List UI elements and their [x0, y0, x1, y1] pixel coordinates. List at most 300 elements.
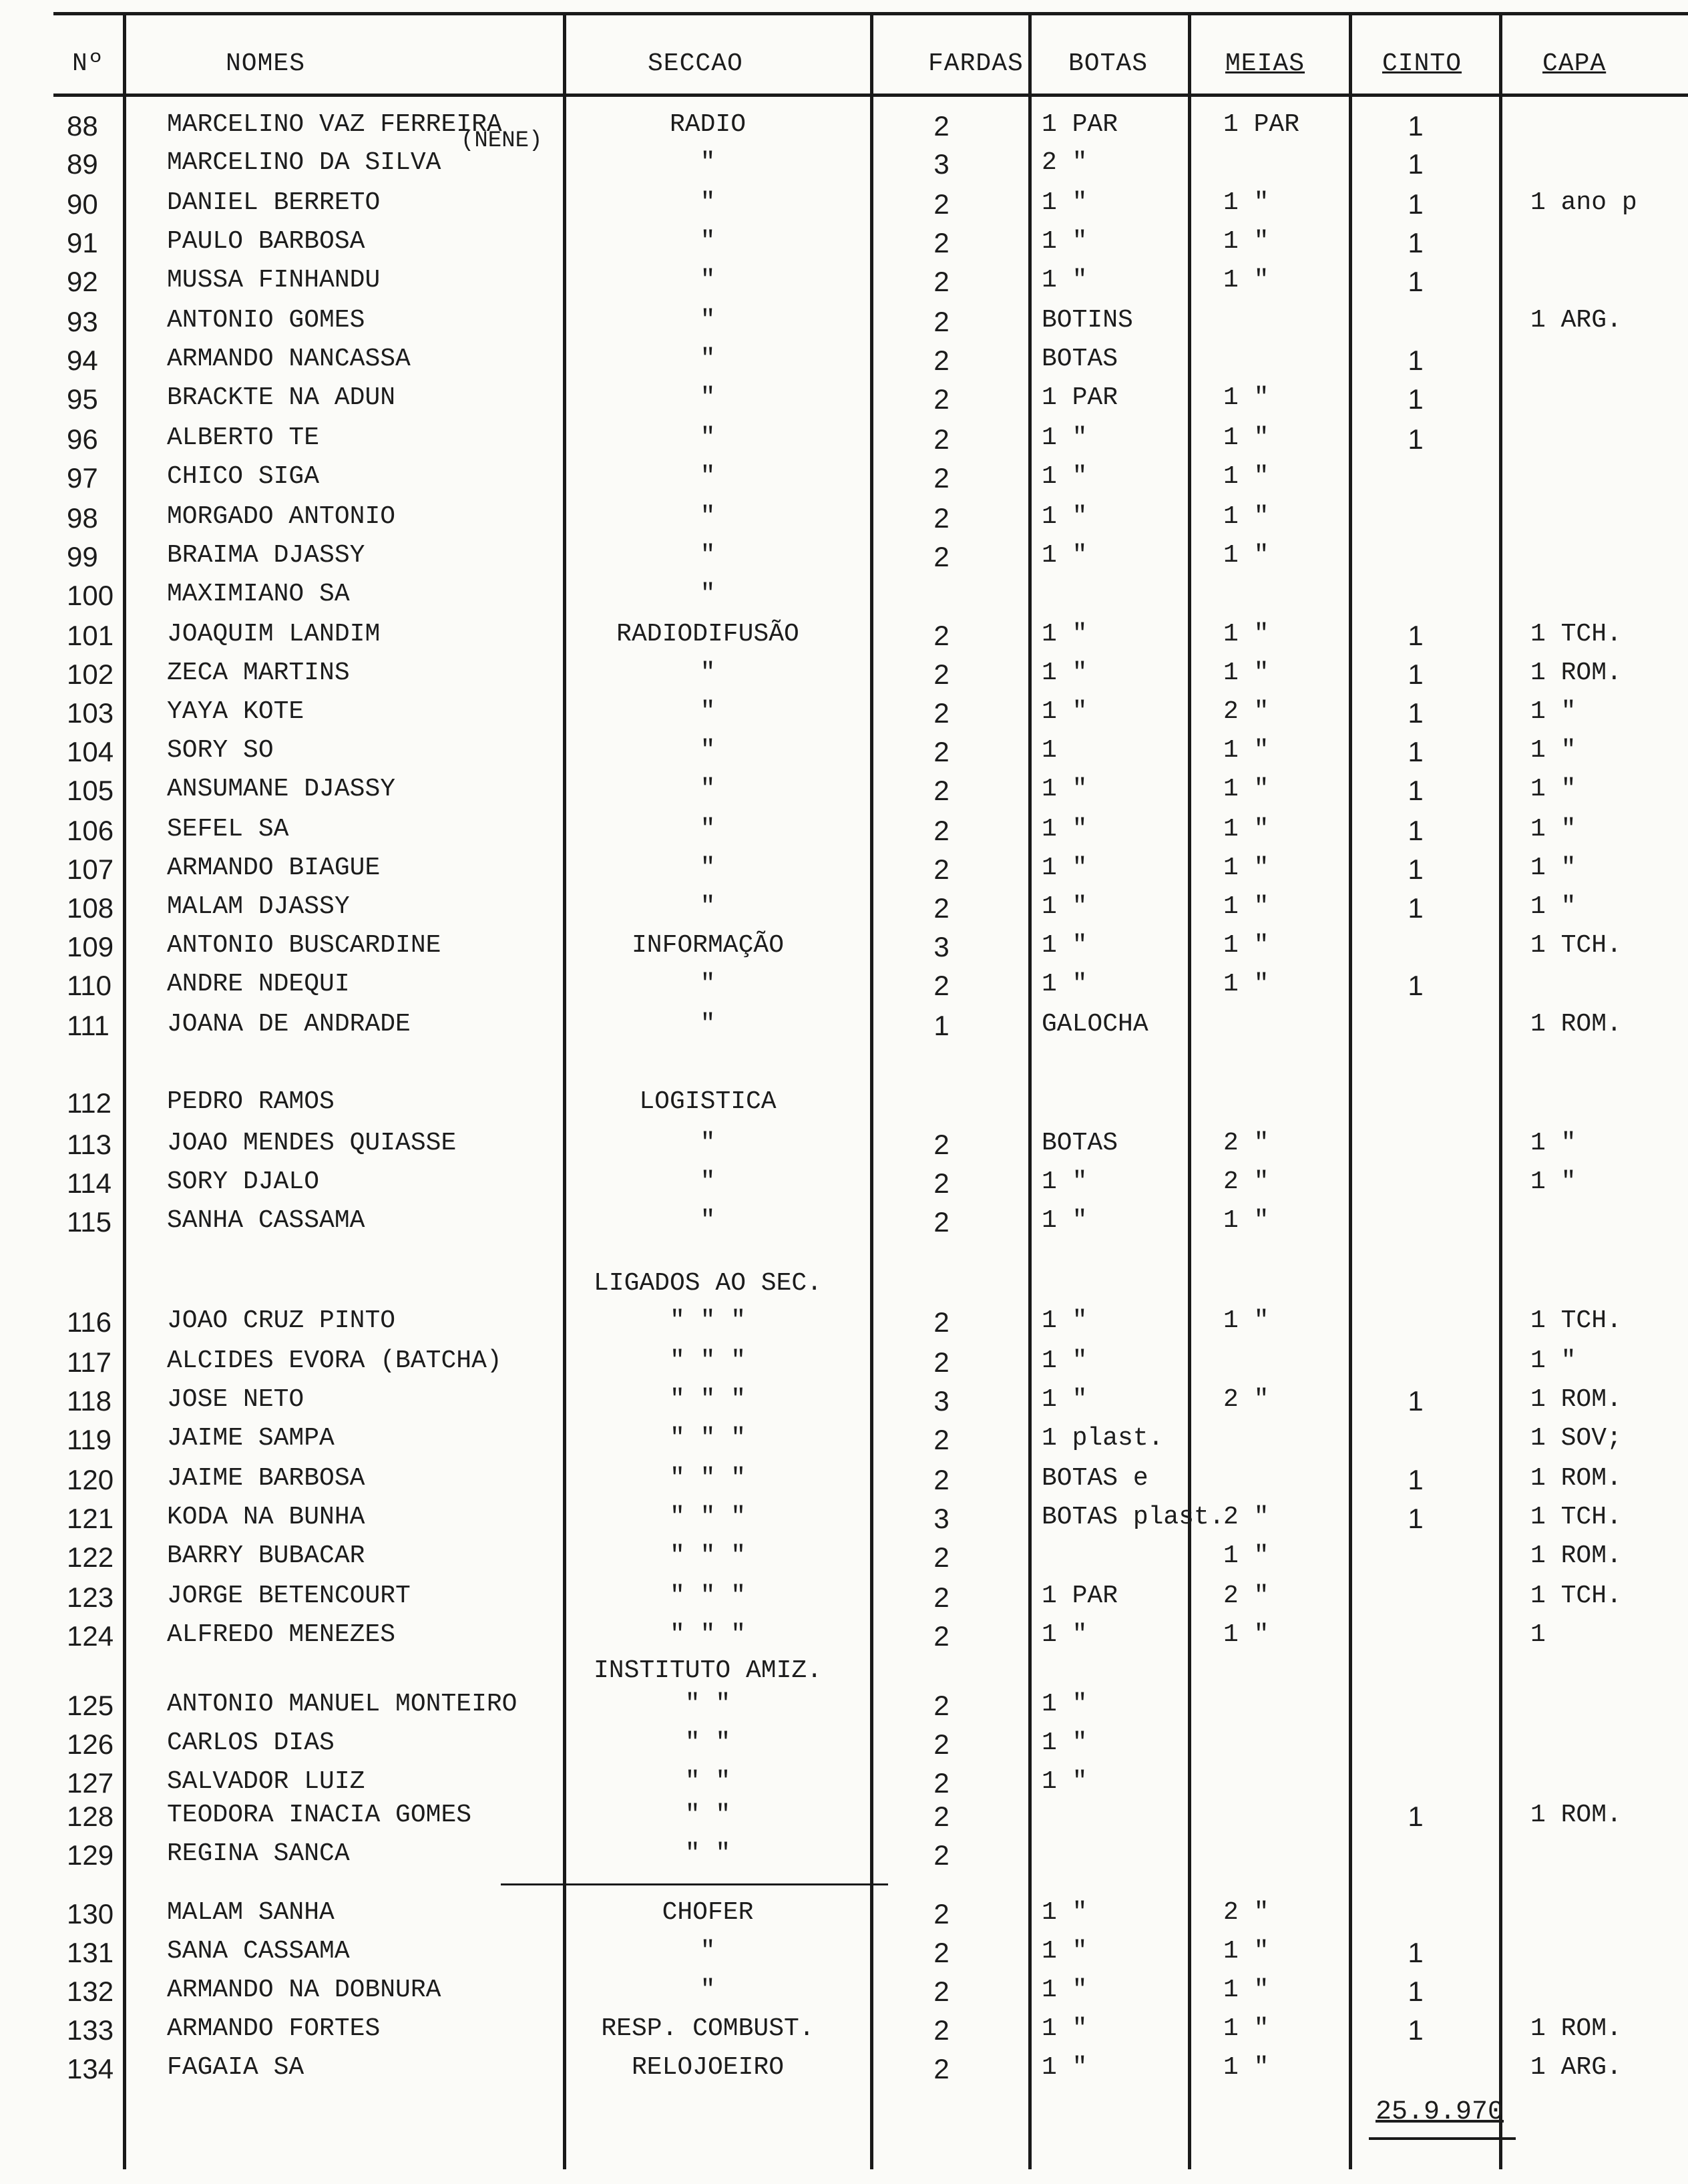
- table-row: [0, 1269, 1688, 1306]
- row-fardas: 2: [933, 1728, 950, 1760]
- row-fardas: 2: [933, 1582, 950, 1613]
- row-fardas: 2: [933, 1839, 950, 1871]
- row-number: 131: [67, 1937, 114, 1968]
- row-seccao: ": [700, 736, 716, 765]
- row-botas: 2 ": [1042, 148, 1088, 177]
- table-row: [0, 697, 1688, 735]
- row-seccao: " " ": [669, 1620, 747, 1649]
- row-capa: 1 ROM.: [1530, 1464, 1622, 1493]
- row-cinto: 1: [1408, 970, 1424, 1001]
- row-name: ANDRE NDEQUI: [167, 970, 350, 998]
- row-botas: 1 ": [1042, 1690, 1088, 1718]
- row-number: 107: [67, 854, 114, 885]
- table-row: [0, 1306, 1688, 1344]
- row-fardas: 2: [933, 1346, 950, 1378]
- row-capa: 1 ARG.: [1530, 306, 1622, 335]
- row-meias: 1 ": [1223, 620, 1269, 649]
- row-fardas: 2: [933, 659, 950, 690]
- row-fardas: 2: [933, 1306, 950, 1338]
- row-meias: 1 ": [1223, 892, 1269, 921]
- table-row: [0, 1690, 1688, 1727]
- header-nomes: NOMES: [226, 49, 306, 78]
- row-number: 128: [67, 1801, 114, 1832]
- header-meias: MEIAS: [1225, 49, 1305, 78]
- row-cinto: 1: [1408, 1503, 1424, 1534]
- row-fardas: 2: [933, 423, 950, 455]
- row-cinto: 1: [1408, 1464, 1424, 1495]
- row-fardas: 2: [933, 1898, 950, 1930]
- row-botas: 1 ": [1042, 1346, 1088, 1375]
- row-seccao: " " ": [669, 1464, 747, 1493]
- row-name: MALAM DJASSY: [167, 892, 350, 921]
- row-fardas: 2: [933, 775, 950, 806]
- table-row: [0, 1503, 1688, 1540]
- table-row: [0, 736, 1688, 773]
- row-capa: 1 ": [1530, 815, 1576, 844]
- row-seccao: ": [700, 1937, 716, 1966]
- row-name: BRACKTE NA ADUN: [167, 383, 396, 412]
- row-fardas: 2: [933, 1129, 950, 1160]
- row-seccao: ": [700, 502, 716, 531]
- row-number: 121: [67, 1503, 114, 1534]
- row-number: 111: [67, 1010, 110, 1041]
- row-name: FAGAIA SA: [167, 2053, 304, 2082]
- row-seccao: ": [700, 892, 716, 921]
- row-seccao: ": [700, 306, 716, 335]
- row-botas: 1 ": [1042, 2014, 1088, 2043]
- row-meias: 1 ": [1223, 931, 1269, 960]
- row-botas: 1 ": [1042, 892, 1088, 921]
- table-row: [0, 462, 1688, 500]
- row-capa: 1 ROM.: [1530, 1541, 1622, 1570]
- row-fardas: 2: [933, 227, 950, 258]
- row-capa: 1 TCH.: [1530, 1582, 1622, 1610]
- row-cinto: 1: [1408, 110, 1424, 142]
- row-botas: 1 ": [1042, 775, 1088, 803]
- row-fardas: 2: [933, 306, 950, 337]
- row-seccao: ": [700, 1010, 716, 1039]
- row-fardas: 2: [933, 188, 950, 220]
- row-botas: 1 ": [1042, 854, 1088, 882]
- row-botas: 1 ": [1042, 423, 1088, 452]
- row-cinto: 1: [1408, 892, 1424, 924]
- row-seccao: ": [700, 462, 716, 491]
- row-cinto: 1: [1408, 227, 1424, 258]
- row-botas: 1 ": [1042, 970, 1088, 998]
- row-fardas: 2: [933, 815, 950, 846]
- row-seccao: ": [700, 188, 716, 217]
- row-name: SORY DJALO: [167, 1167, 320, 1196]
- row-seccao: LIGADOS AO SEC.: [593, 1269, 823, 1298]
- table-row: [0, 2014, 1688, 2052]
- row-cinto: 1: [1408, 148, 1424, 180]
- row-seccao: ": [700, 383, 716, 412]
- row-fardas: 3: [933, 1503, 950, 1534]
- row-botas: GALOCHA: [1042, 1010, 1148, 1039]
- row-cinto: 1: [1408, 854, 1424, 885]
- row-cinto: 1: [1408, 1976, 1424, 2007]
- header-num: Nº: [72, 49, 104, 78]
- table-row: [0, 266, 1688, 303]
- row-capa: 1 TCH.: [1530, 931, 1622, 960]
- table-row: [0, 345, 1688, 382]
- row-cinto: 1: [1408, 266, 1424, 297]
- row-botas: 1 ": [1042, 659, 1088, 687]
- table-row: [0, 1464, 1688, 1501]
- table-row: [0, 1898, 1688, 1936]
- row-botas: 1 ": [1042, 931, 1088, 960]
- row-capa: 1 ROM.: [1530, 659, 1622, 687]
- row-meias: 2 ": [1223, 697, 1269, 726]
- row-name: CARLOS DIAS: [167, 1728, 335, 1757]
- row-seccao: RELOJOEIRO: [631, 2053, 785, 2082]
- row-name: JAIME SAMPA: [167, 1424, 335, 1453]
- row-number: 99: [67, 541, 98, 572]
- row-botas: 1 ": [1042, 697, 1088, 726]
- row-name: JOAO CRUZ PINTO: [167, 1306, 396, 1335]
- row-seccao: ": [700, 423, 716, 452]
- row-capa: 1 TCH.: [1530, 1306, 1622, 1335]
- row-seccao: RADIODIFUSÃO: [616, 620, 799, 649]
- row-fardas: 2: [933, 110, 950, 142]
- row-name: ARMANDO FORTES: [167, 2014, 381, 2043]
- row-name: SORY SO: [167, 736, 274, 765]
- row-name: SALVADOR LUIZ: [167, 1767, 365, 1796]
- row-fardas: 2: [933, 620, 950, 651]
- row-meias: 2 ": [1223, 1898, 1269, 1927]
- row-fardas: 2: [933, 383, 950, 415]
- row-name: MARCELINO VAZ FERREIRA: [167, 110, 502, 139]
- row-name: ANTONIO MANUEL MONTEIRO: [167, 1690, 517, 1718]
- row-botas: 1 ": [1042, 1385, 1088, 1414]
- row-number: 105: [67, 775, 114, 806]
- row-name: PEDRO RAMOS: [167, 1087, 335, 1116]
- row-botas: 1 PAR: [1042, 1582, 1118, 1610]
- row-botas: 1 ": [1042, 1167, 1088, 1196]
- row-number: 93: [67, 306, 98, 337]
- row-seccao: " ": [684, 1767, 731, 1796]
- row-capa: 1 ROM.: [1530, 1010, 1622, 1039]
- row-seccao: " " ": [669, 1346, 747, 1375]
- row-seccao: ": [700, 266, 716, 295]
- row-name: SANHA CASSAMA: [167, 1206, 365, 1235]
- row-seccao: ": [700, 697, 716, 726]
- row-seccao: ": [700, 970, 716, 998]
- row-seccao: ": [700, 1976, 716, 2004]
- table-row: [0, 188, 1688, 226]
- row-name: MARCELINO DA SILVA: [167, 148, 441, 177]
- row-meias: 2 ": [1223, 1582, 1269, 1610]
- row-number: 92: [67, 266, 98, 297]
- row-name: YAYA KOTE: [167, 697, 304, 726]
- row-cinto: 1: [1408, 659, 1424, 690]
- row-number: 96: [67, 423, 98, 455]
- row-cinto: 1: [1408, 383, 1424, 415]
- row-botas: 1 ": [1042, 266, 1088, 295]
- row-number: 123: [67, 1582, 114, 1613]
- row-name: JOAO MENDES QUIASSE: [167, 1129, 457, 1157]
- header-botas: BOTAS: [1068, 49, 1148, 78]
- row-fardas: 2: [933, 266, 950, 297]
- row-name: DANIEL BERRETO: [167, 188, 381, 217]
- row-seccao: RESP. COMBUST.: [601, 2014, 815, 2043]
- row-number: 114: [67, 1167, 112, 1199]
- row-number: 127: [67, 1767, 114, 1799]
- row-number: 104: [67, 736, 114, 767]
- row-fardas: 2: [933, 541, 950, 572]
- table-row: [0, 110, 1688, 148]
- table-row: [0, 1346, 1688, 1384]
- row-name: JOSE NETO: [167, 1385, 304, 1414]
- row-seccao: ": [700, 1206, 716, 1235]
- header-seccao: SECCAO: [648, 49, 743, 78]
- table-row: [0, 306, 1688, 343]
- table-row: [0, 580, 1688, 617]
- row-cinto: 1: [1408, 188, 1424, 220]
- row-seccao: ": [700, 854, 716, 882]
- row-fardas: 2: [933, 1767, 950, 1799]
- row-name: BRAIMA DJASSY: [167, 541, 365, 570]
- row-cinto: 1: [1408, 1937, 1424, 1968]
- row-botas: BOTINS: [1042, 306, 1133, 335]
- row-number: 122: [67, 1541, 114, 1573]
- row-botas: 1 PAR: [1042, 110, 1118, 139]
- table-row: [0, 383, 1688, 421]
- row-meias: 1 ": [1223, 1620, 1269, 1649]
- row-botas: 1 ": [1042, 1728, 1088, 1757]
- row-number: 94: [67, 345, 98, 376]
- row-capa: 1 ": [1530, 775, 1576, 803]
- table-row: [0, 1206, 1688, 1244]
- row-capa: 1 ": [1530, 1129, 1576, 1157]
- row-seccao: " " ": [669, 1306, 747, 1335]
- row-capa: 1 ": [1530, 1346, 1576, 1375]
- row-cinto: 1: [1408, 697, 1424, 729]
- row-name: TEODORA INACIA GOMES: [167, 1801, 472, 1829]
- row-name: MORGADO ANTONIO: [167, 502, 396, 531]
- row-name: JORGE BETENCOURT: [167, 1582, 411, 1610]
- row-seccao: " " ": [669, 1541, 747, 1570]
- row-fardas: 2: [933, 892, 950, 924]
- table-row: [0, 1839, 1688, 1877]
- row-number: 102: [67, 659, 114, 690]
- header-fardas: FARDAS: [928, 49, 1024, 78]
- row-name: BARRY BUBACAR: [167, 1541, 365, 1570]
- row-fardas: 2: [933, 502, 950, 534]
- row-meias: 2 ": [1223, 1503, 1269, 1531]
- table-row: [0, 620, 1688, 657]
- row-seccao: ": [700, 148, 716, 177]
- row-number: 97: [67, 462, 98, 494]
- header-capa: CAPA: [1542, 49, 1607, 78]
- row-fardas: 2: [933, 697, 950, 729]
- row-number: 88: [67, 110, 98, 142]
- row-name: MAXIMIANO SA: [167, 580, 350, 608]
- table-row: [0, 1976, 1688, 2013]
- row-seccao: ": [700, 345, 716, 373]
- row-name: SEFEL SA: [167, 815, 289, 844]
- row-fardas: 2: [933, 1937, 950, 1968]
- row-botas: BOTAS e: [1042, 1464, 1148, 1493]
- row-meias: 1 PAR: [1223, 110, 1300, 139]
- row-meias: 2 ": [1223, 1385, 1269, 1414]
- row-number: 89: [67, 148, 98, 180]
- row-name: ALBERTO TE: [167, 423, 320, 452]
- row-meias: 1 ": [1223, 2053, 1269, 2082]
- table-row: [0, 892, 1688, 930]
- row-name: ARMANDO NA DOBNURA: [167, 1976, 441, 2004]
- row-meias: 1 ": [1223, 659, 1269, 687]
- row-number: 100: [67, 580, 114, 611]
- table-row: [0, 659, 1688, 696]
- row-seccao: CHOFER: [662, 1898, 754, 1927]
- row-number: 95: [67, 383, 98, 415]
- table-row: [0, 1129, 1688, 1166]
- table-row: [0, 1728, 1688, 1766]
- row-fardas: 2: [933, 1424, 950, 1455]
- row-name: ANSUMANE DJASSY: [167, 775, 396, 803]
- table-row: [0, 1620, 1688, 1658]
- row-cinto: 1: [1408, 423, 1424, 455]
- table-row: [0, 815, 1688, 852]
- header-cinto: CINTO: [1382, 49, 1462, 78]
- row-seccao: ": [700, 227, 716, 256]
- table-row: [0, 854, 1688, 891]
- row-number: 108: [67, 892, 114, 924]
- row-number: 124: [67, 1620, 114, 1652]
- row-fardas: 2: [933, 1690, 950, 1721]
- table-row: [0, 1087, 1688, 1125]
- row-seccao: " ": [684, 1801, 731, 1829]
- table-row: [0, 1385, 1688, 1423]
- row-fardas: 2: [933, 1167, 950, 1199]
- row-number: 117: [67, 1346, 112, 1378]
- row-meias: 1 ": [1223, 462, 1269, 491]
- row-name: ALFREDO MENEZES: [167, 1620, 396, 1649]
- document-date: 25.9.970: [1376, 2097, 1504, 2127]
- nickname-note: (NENE): [461, 128, 543, 154]
- row-fardas: 2: [933, 1976, 950, 2007]
- row-fardas: 3: [933, 931, 950, 962]
- row-meias: 1 ": [1223, 815, 1269, 844]
- row-number: 134: [67, 2053, 114, 2084]
- row-seccao: " ": [684, 1839, 731, 1868]
- row-cinto: 1: [1408, 345, 1424, 376]
- row-number: 118: [67, 1385, 112, 1417]
- row-number: 90: [67, 188, 98, 220]
- row-seccao: " ": [684, 1690, 731, 1718]
- table-row: [0, 1010, 1688, 1047]
- row-fardas: 2: [933, 970, 950, 1001]
- row-meias: 2 ": [1223, 1129, 1269, 1157]
- row-meias: 1 ": [1223, 383, 1269, 412]
- row-botas: 1 ": [1042, 502, 1088, 531]
- row-meias: 1 ": [1223, 502, 1269, 531]
- row-botas: 1 ": [1042, 1620, 1088, 1649]
- row-number: 126: [67, 1728, 114, 1760]
- row-fardas: 1: [933, 1010, 950, 1041]
- row-fardas: 2: [933, 1206, 950, 1238]
- row-capa: 1 ROM.: [1530, 2014, 1622, 2043]
- row-capa: 1 SOV;: [1530, 1424, 1622, 1453]
- table-row: [0, 970, 1688, 1007]
- row-number: 115: [67, 1206, 112, 1238]
- row-fardas: 2: [933, 2014, 950, 2046]
- row-seccao: " " ": [669, 1385, 747, 1414]
- row-seccao: INFORMAÇÃO: [631, 931, 785, 960]
- row-botas: 1 ": [1042, 1306, 1088, 1335]
- row-capa: 1 ": [1530, 854, 1576, 882]
- row-name: PAULO BARBOSA: [167, 227, 365, 256]
- row-seccao: ": [700, 580, 716, 608]
- row-number: 98: [67, 502, 98, 534]
- row-seccao: INSTITUTO AMIZ.: [593, 1656, 823, 1685]
- row-name: KODA NA BUNHA: [167, 1503, 365, 1531]
- row-number: 112: [67, 1087, 112, 1119]
- row-seccao: ": [700, 775, 716, 803]
- row-name: JOANA DE ANDRADE: [167, 1010, 411, 1039]
- row-capa: 1 TCH.: [1530, 1503, 1622, 1531]
- table-row: [0, 423, 1688, 461]
- row-number: 109: [67, 931, 114, 962]
- table-row: [0, 1801, 1688, 1838]
- row-botas: 1 ": [1042, 541, 1088, 570]
- table-row: [0, 1541, 1688, 1579]
- row-number: 125: [67, 1690, 114, 1721]
- row-fardas: 3: [933, 148, 950, 180]
- row-fardas: 2: [933, 736, 950, 767]
- row-seccao: LOGISTICA: [639, 1087, 777, 1116]
- row-capa: 1 ano p: [1530, 188, 1637, 217]
- row-number: 133: [67, 2014, 114, 2046]
- row-capa: 1 ": [1530, 1167, 1576, 1196]
- table-row: [0, 2053, 1688, 2090]
- row-name: ARMANDO BIAGUE: [167, 854, 381, 882]
- table-row: [0, 775, 1688, 812]
- row-capa: 1 ROM.: [1530, 1385, 1622, 1414]
- row-meias: 1 ": [1223, 736, 1269, 765]
- row-name: ANTONIO BUSCARDINE: [167, 931, 441, 960]
- row-meias: 1 ": [1223, 1976, 1269, 2004]
- row-meias: 1 ": [1223, 2014, 1269, 2043]
- chofer-rule: [501, 1883, 888, 1885]
- row-seccao: ": [700, 541, 716, 570]
- row-botas: 1 ": [1042, 1767, 1088, 1796]
- row-meias: 1 ": [1223, 1541, 1269, 1570]
- row-capa: 1 ": [1530, 736, 1576, 765]
- row-fardas: 2: [933, 1541, 950, 1573]
- row-capa: 1 ": [1530, 892, 1576, 921]
- row-meias: 1 ": [1223, 1937, 1269, 1966]
- row-botas: 1 ": [1042, 1898, 1088, 1927]
- row-seccao: RADIO: [669, 110, 747, 139]
- table-row: [0, 931, 1688, 968]
- table-row: [0, 227, 1688, 264]
- row-cinto: 1: [1408, 2014, 1424, 2046]
- row-meias: 1 ": [1223, 775, 1269, 803]
- row-number: 103: [67, 697, 114, 729]
- row-meias: 1 ": [1223, 266, 1269, 295]
- row-number: 110: [67, 970, 112, 1001]
- row-number: 129: [67, 1839, 114, 1871]
- row-cinto: 1: [1408, 815, 1424, 846]
- row-botas: 1 ": [1042, 1937, 1088, 1966]
- row-botas: 1 ": [1042, 1976, 1088, 2004]
- table-row: [0, 1767, 1688, 1805]
- row-capa: 1 ARG.: [1530, 2053, 1622, 2082]
- row-number: 113: [67, 1129, 112, 1160]
- row-seccao: ": [700, 1167, 716, 1196]
